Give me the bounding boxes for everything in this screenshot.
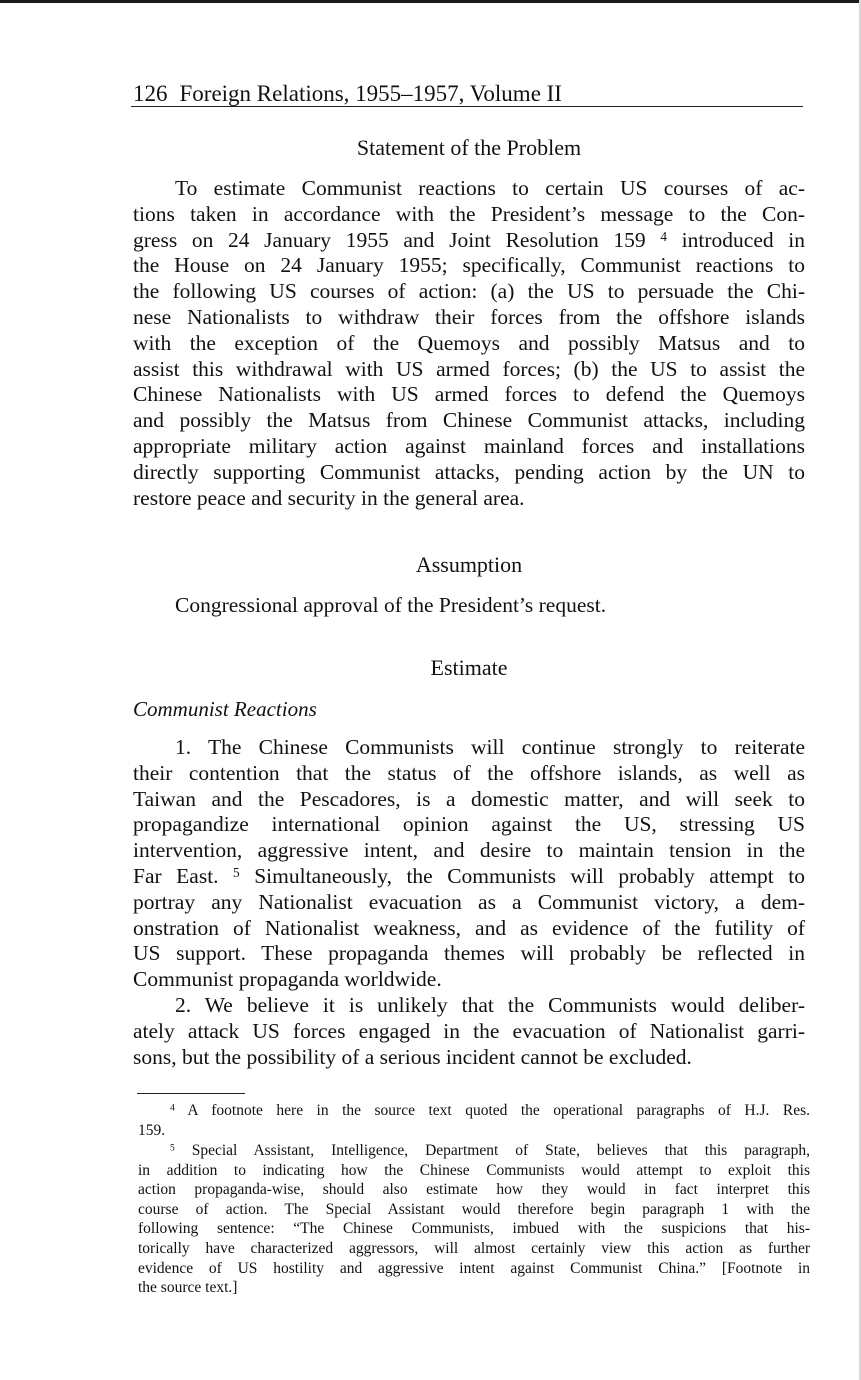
footnote-line: evidence of US hostility and aggressive intent against Communist China.” [Footnote in <box>138 1259 810 1277</box>
footnote-ref-4: 4 <box>660 228 667 244</box>
text-line: with the exception of the Quemoys and possibly Matsus and to <box>133 330 805 355</box>
text-line: nese Nationalists to withdraw their forces from the offshore islands <box>133 304 805 329</box>
text-line: Chinese Nationalists with US armed forces to defend the Quemoys <box>133 382 805 407</box>
text-line: sons, but the possibility of a serious incident cannot be excluded. <box>133 1044 692 1069</box>
text-line: portray any Nationalist evacuation as a Communist victory, a dem- <box>133 889 805 914</box>
text-line: ately attack US forces engaged in the evacuation of Nationalist garri- <box>133 1018 805 1043</box>
text-line: onstration of Nationalist weakness, and as evidence of the futility of <box>133 915 805 940</box>
communist-reactions-subhead: Communist Reactions <box>133 697 317 721</box>
footnote-5 <box>138 1141 810 1298</box>
footnote-line: course of action. The Special Assistant would therefore begin paragraph 1 with the <box>138 1200 810 1218</box>
footnote-mark-4: 4 <box>170 1102 175 1114</box>
text-line: intervention, aggressive intent, and desire to maintain tension in the <box>133 838 805 863</box>
text-line: Taiwan and the Pescadores, is a domestic matter, and will seek to <box>133 786 805 811</box>
footnote-line: torically have characterized aggressors, will almost certainly view this action as further <box>138 1239 810 1257</box>
assumption-heading: Assumption <box>415 552 523 577</box>
problem-paragraph <box>133 176 805 511</box>
footnote-4 <box>138 1101 810 1140</box>
text-line: gress on 24 January 1955 and Joint Resolution 159 $^4$ introduced in <box>133 227 805 252</box>
text-line: Communist propaganda worldwide. <box>133 967 442 992</box>
text-line: Far East. $^5$ Simultaneously, the Communists will probably attempt to <box>133 863 805 888</box>
assumption-paragraph <box>133 593 805 619</box>
header-rule <box>131 106 803 107</box>
text-line: their contention that the status of the offshore islands, as well as <box>133 760 805 785</box>
text-line: US support. These propaganda themes will probably be reflected in <box>133 941 805 966</box>
text-line: assist this withdrawal with US armed forces; (b) the US to assist the <box>133 356 805 381</box>
footnote-line: following sentence: “The Chinese Communists, imbued with the suspicions that his- <box>138 1220 810 1238</box>
text-line: 2. We believe it is unlikely that the Communists would deliber- <box>175 993 805 1017</box>
footnote-rule <box>137 1093 245 1094</box>
text-line: tions taken in accordance with the President’s message to the Con- <box>133 201 805 226</box>
footnote-line: $^5$ Special Assistant, Intelligence, Department of State, believes that this paragraph, <box>170 1142 810 1159</box>
text-line: the House on 24 January 1955; specifically, Communist reactions to <box>133 253 805 278</box>
text-line: directly supporting Communist attacks, pending action by the UN to <box>133 459 805 484</box>
problem-heading: Statement of the Problem <box>356 135 582 160</box>
text-line: appropriate military action against mainland forces and installations <box>133 433 805 458</box>
text-line: propagandize international opinion against the US, stressing US <box>133 812 805 837</box>
scan-top-edge <box>0 0 861 3</box>
footnote-line: in addition to indicating how the Chinese Communists would attempt to exploit this <box>138 1161 810 1179</box>
footnote-line: 159. <box>138 1121 166 1139</box>
text-line: Congressional approval of the President’s request. <box>175 593 607 617</box>
footnote-mark-5: 5 <box>170 1142 175 1154</box>
footnote-ref-5: 5 <box>233 865 240 880</box>
text-line: To estimate Communist reactions to certain US courses of ac- <box>175 176 805 200</box>
estimate-paragraph-1 <box>133 735 805 993</box>
text-line: 1. The Chinese Communists will continue strongly to reiterate <box>175 735 805 759</box>
volume-title: Foreign Relations, 1955–1957, Volume II <box>179 81 562 106</box>
page-number: 126 <box>133 81 168 106</box>
estimate-paragraph-2 <box>133 993 805 1070</box>
footnote-line: the source text.] <box>138 1279 238 1297</box>
estimate-heading: Estimate <box>430 655 508 680</box>
text-line: and possibly the Matsus from Chinese Communist attacks, including <box>133 408 805 433</box>
text-line: restore peace and security in the general area. <box>133 485 525 510</box>
text-line: the following US courses of action: (a) the US to persuade the Chi- <box>133 279 805 304</box>
running-head <box>133 80 803 108</box>
footnote-line: $^4$ A footnote here in the source text quoted the operational paragraphs of H.J. Res. <box>170 1102 810 1119</box>
footnote-line: action propaganda-wise, should also estimate how they would in fact interpret this <box>138 1181 810 1199</box>
